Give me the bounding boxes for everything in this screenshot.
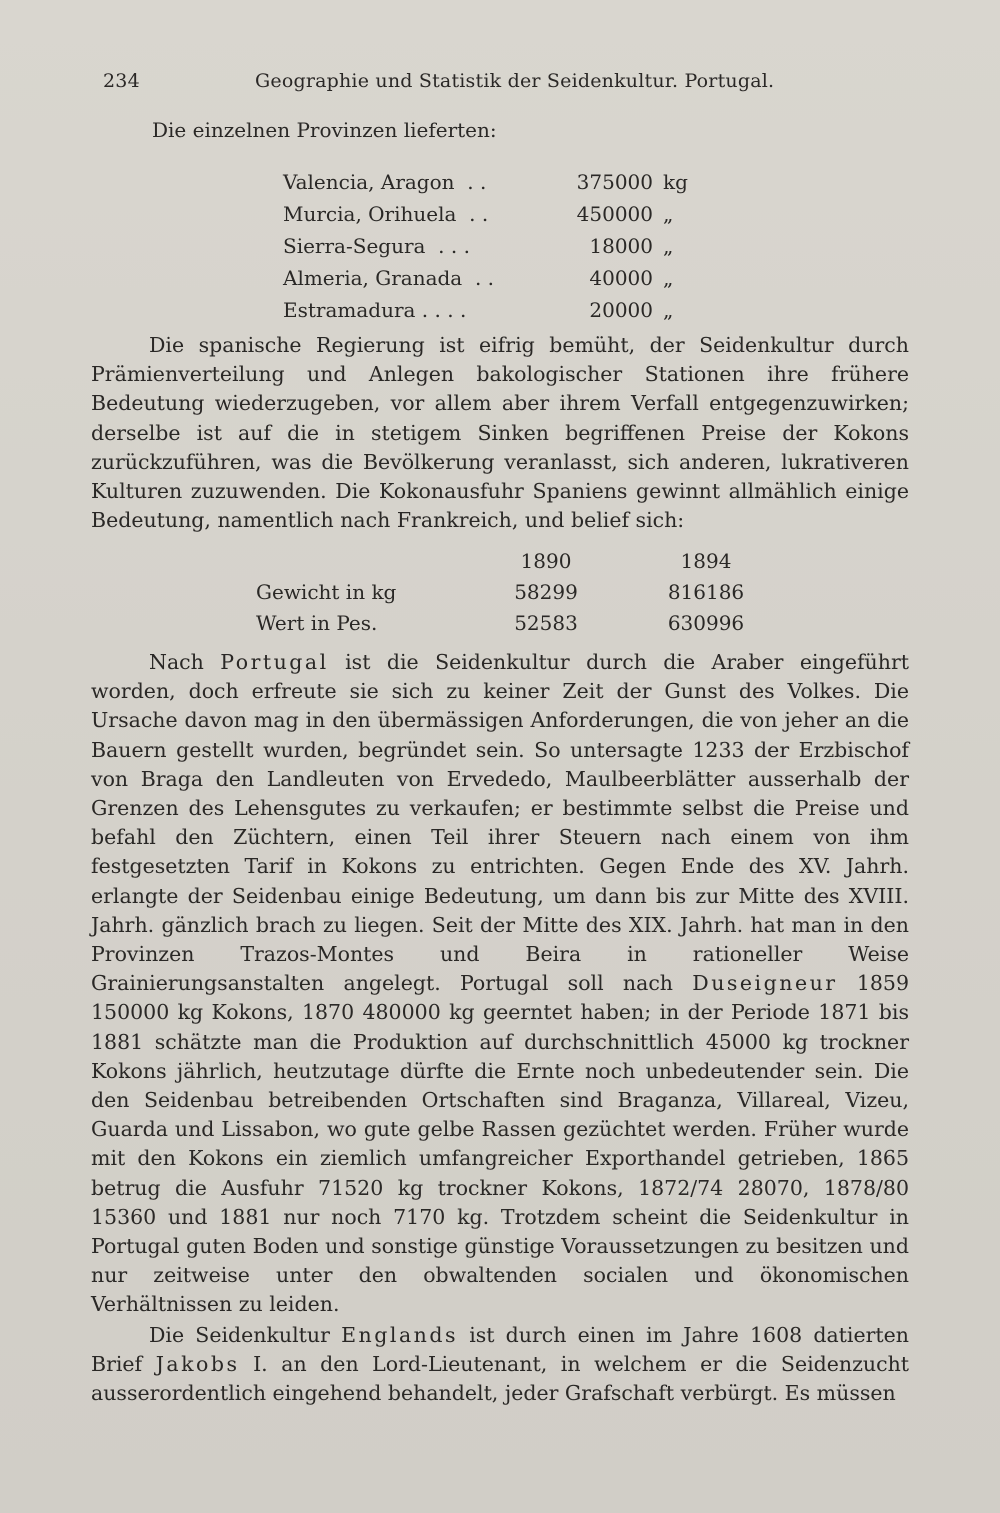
row-label: Gewicht in kg [256,580,397,604]
text-run: ist die Seidenkultur durch die Araber eingeführt worden, doch erfreute sie sich zu keiner Zeit der Gunst des Volkes. Die Ursache davon mag in den übermässigen Anforderungen, die von jeher an die Bauern gestellt wurden, begründet sein. So untersagte 1233 der Erzbischof von Braga den Landleuten von Ervededo, Maulbeerblätter ausserhalb der Grenzen des Lehensgutes zu verkaufen; er bestimmte selbst die Preise und befahl den Züchtern, einen Teil ihrer Steuern nach einem von ihm festgesetzten Tarif in Kokons zu entrichten. Gegen Ende des XV. Jahrh. erlangte der Seidenbau einige Bedeutung, um dann bis zur Mitte des XVIII. Jahrh. gänzlich brach zu liegen. Seit der Mitte des XIX. Jahrh. hat man in den Provinzen Trazos-Montes und Beira in rationeller Weise Grainierungsanstalten angelegt. Portugal soll nach [91,650,909,996]
text-run: Nach [149,650,221,674]
table-row [283,198,703,230]
text-run: 1859 150000 kg Kokons, 1870 480000 kg geerntet haben; in der Periode 1871 bis 1881 schätzte man die Produktion auf durchschnittlich 45000 kg trockner Kokons jährlich, heutzutage dürfte die Ernte noch unbedeutender sein. Die den Seidenbau betreibenden Ortschaften sind Braganza, Villareal, Vizeu, Guarda und Lissabon, wo gute gelbe Rassen gezüchtet werden. Früher wurde mit den Kokons ein ziemlich umfangreicher Exporthandel getrieben, 1865 betrug die Ausfuhr 71520 kg trockner Kokons, 1872/74 28070, 1878/80 15360 und 1881 nur noch 7170 kg. Trotzdem scheint die Seidenkultur in Portugal guten Boden und sonstige günstige Voraussetzungen zu besitzen und nur zeitweise unter den obwaltenden socialen und ökonomischen Verhältnissen zu leiden. [91,971,909,1317]
province-name: Murcia, Orihuela . . [283,202,489,226]
provinces-table [283,166,703,326]
text-run: Die Seidenkultur [149,1323,342,1347]
year-header: 1894 [680,549,732,573]
table-cell: 630996 [667,611,745,635]
province-value: 18000 [589,234,653,258]
provinces-intro: Die einzelnen Provinzen lieferten: [152,118,497,142]
province-unit: kg [663,170,688,194]
paragraph-spain [91,331,909,535]
table-cell: 816186 [667,580,745,604]
export-table [256,546,786,639]
table-row [283,262,703,294]
province-unit: „ [663,202,674,226]
province-unit: „ [663,266,674,290]
province-name: Estramadura . . . . [283,298,467,322]
province-unit: „ [663,234,674,258]
paragraph-portugal-text [91,648,909,1320]
paragraph-portugal [91,648,909,1320]
table-row [256,608,786,639]
text-run: ist durch einen im Jahre 1608 datierten Brief [91,1323,909,1377]
province-value: 450000 [576,202,653,226]
row-label: Wert in Pes. [256,611,378,635]
province-name: Sierra-Segura . . . [283,234,470,258]
spaced-person-name: Jakobs [155,1352,240,1377]
province-unit: „ [663,298,674,322]
province-value: 375000 [576,170,653,194]
table-row [283,230,703,262]
table-cell: 52583 [514,611,578,635]
province-name: Valencia, Aragon . . [283,170,487,194]
table-cell: 58299 [514,580,578,604]
table-row [256,577,786,608]
text-run: I. an den Lord-Lieutenant, in welchem er die Seidenzucht ausserordentlich eingehend behandelt, jeder Grafschaft verbürgt. Es müssen [91,1352,910,1406]
table-corner [256,546,466,577]
province-name: Almeria, Granada . . [283,266,495,290]
table-row [283,166,703,198]
spaced-country-name: Englands [341,1323,459,1347]
spaced-author-name: Duseigneur [692,971,838,996]
table-row [283,294,703,326]
province-value: 40000 [589,266,653,290]
year-header: 1890 [520,549,572,573]
page-number: 234 [103,70,140,92]
spaced-country-name: Portugal [220,650,329,674]
paragraph-spain-text: Die spanische Regierung ist eifrig bemüht, der Seidenkultur durch Prämienverteilung und Anlegen bakologischer Stationen ihre frühere Bedeutung wiederzugeben, vor allem aber ihrem Verfall entgegenzuwirken; derselbe ist auf die in stetigem Sinken begriffenen Preise der Kokons zurückzuführen, was die Bevölkerung veranlasst, sich anderen, lukrativeren Kulturen zuzuwenden. Die Kokonausfuhr Spaniens gewinnt allmählich einige Bedeutung, namentlich nach Frankreich, und belief sich: [91,333,909,533]
running-title: Geographie und Statistik der Seidenkultur. Portugal. [255,70,775,92]
province-value: 20000 [589,298,653,322]
paragraph-england [91,1321,909,1409]
table-header-row [256,546,786,577]
paragraph-england-text [91,1321,909,1409]
